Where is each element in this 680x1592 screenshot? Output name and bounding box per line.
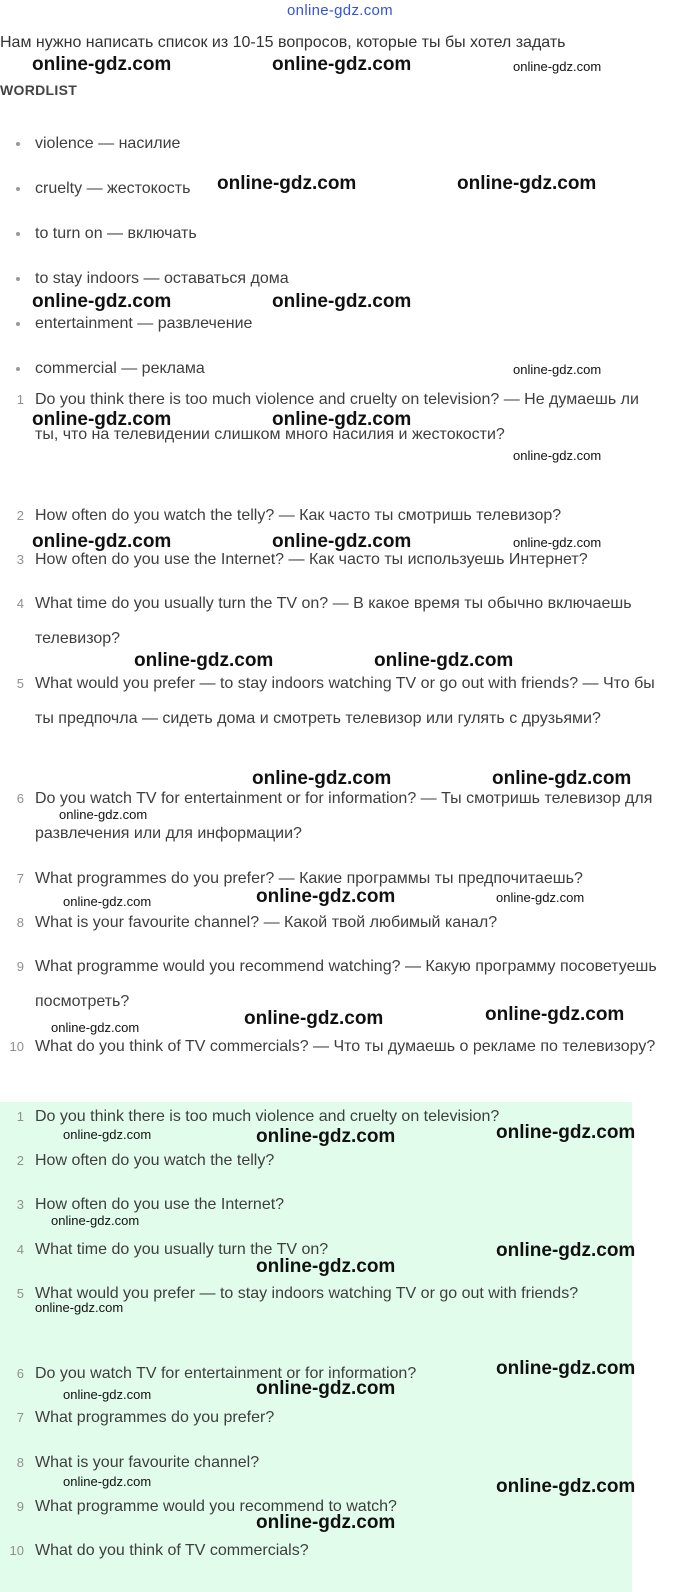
watermark: online-gdz.com	[496, 1476, 636, 1497]
watermark: online-gdz.com	[63, 894, 152, 909]
bullet-icon	[16, 232, 20, 236]
watermark: online-gdz.com	[256, 1378, 396, 1399]
watermark: online-gdz.com	[513, 448, 602, 463]
watermark: online-gdz.com	[457, 173, 597, 194]
watermark: online-gdz.com	[217, 173, 357, 194]
wordlist-heading: WORDLIST	[0, 82, 78, 98]
watermark: online-gdz.com	[496, 1122, 636, 1143]
watermark: online-gdz.com	[51, 1020, 140, 1035]
watermark: online-gdz.com	[513, 362, 602, 377]
watermark: online-gdz.com	[63, 1474, 152, 1489]
intro-text: Нам нужно написать список из 10-15 вопросов, которые ты бы хотел задать	[0, 34, 566, 51]
site-title: online-gdz.com	[287, 2, 393, 19]
watermark: online-gdz.com	[513, 59, 602, 74]
bullet-icon	[16, 142, 20, 146]
watermark: online-gdz.com	[59, 807, 148, 822]
watermark: online-gdz.com	[256, 1512, 396, 1533]
watermark: online-gdz.com	[256, 886, 396, 907]
watermark: online-gdz.com	[272, 531, 412, 552]
watermark: online-gdz.com	[51, 1213, 140, 1228]
watermark: online-gdz.com	[492, 768, 632, 789]
watermark: online-gdz.com	[134, 650, 274, 671]
watermark: online-gdz.com	[496, 890, 585, 905]
watermark: online-gdz.com	[256, 1256, 396, 1277]
bullet-icon	[16, 187, 20, 191]
bullet-icon	[16, 322, 20, 326]
watermark: online-gdz.com	[63, 1127, 152, 1142]
watermark: online-gdz.com	[496, 1358, 636, 1379]
watermark: online-gdz.com	[244, 1008, 384, 1029]
watermark: online-gdz.com	[32, 54, 172, 75]
watermark: online-gdz.com	[485, 1004, 625, 1025]
bullet-icon	[16, 367, 20, 371]
bullet-icon	[16, 277, 20, 281]
watermark: online-gdz.com	[32, 291, 172, 312]
watermark: online-gdz.com	[32, 409, 172, 430]
watermark: online-gdz.com	[272, 409, 412, 430]
watermark: online-gdz.com	[513, 535, 602, 550]
watermark: online-gdz.com	[63, 1387, 152, 1402]
watermark: online-gdz.com	[256, 1126, 396, 1147]
watermark: online-gdz.com	[32, 531, 172, 552]
watermark: online-gdz.com	[272, 54, 412, 75]
watermark: online-gdz.com	[374, 650, 514, 671]
watermark: online-gdz.com	[272, 291, 412, 312]
watermark: online-gdz.com	[252, 768, 392, 789]
watermark: online-gdz.com	[35, 1300, 124, 1315]
watermark: online-gdz.com	[496, 1240, 636, 1261]
